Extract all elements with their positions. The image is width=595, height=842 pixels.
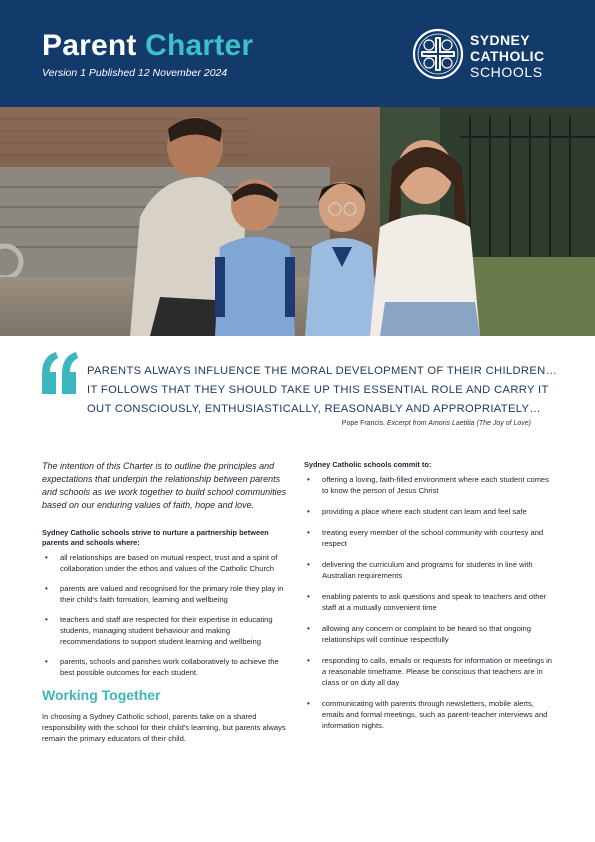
- list-item: • offering a loving, faith-filled environment where each student comes to know the person of Jesus Christ: [307, 475, 549, 495]
- logo-line-schools: SCHOOLS: [470, 64, 543, 80]
- commitments-list: [304, 474, 556, 731]
- working-together-heading: Working Together: [42, 687, 161, 703]
- quote-attribution: [342, 420, 531, 427]
- partnership-list: [42, 552, 287, 678]
- header-banner: [0, 0, 595, 107]
- list-item: • parents are valued and recognised for the primary role they play in their child's faith formation, learning and wellbeing: [45, 584, 284, 604]
- right-column: [304, 460, 556, 741]
- bullet-icon: •: [45, 657, 48, 666]
- bullet-icon: •: [307, 592, 310, 601]
- bullet-icon: •: [45, 615, 48, 624]
- intro-paragraph: The intention of this Charter is to outline the principles and expectations that underpin the relationship between parents and schools as we work together to build school communities based on our enduring values of faith, hope and love.: [42, 461, 287, 510]
- bullet-icon: •: [307, 475, 310, 484]
- quote-author: Pope Francis,: [341, 420, 385, 427]
- list-item: • teachers and staff are respected for their expertise in educating students, managing student behaviour and making recommendations to support student learning and wellbeing: [45, 615, 273, 646]
- pull-quote: [87, 362, 562, 419]
- bullet-icon: •: [45, 584, 48, 593]
- list-item: • parents, schools and parishes work collaboratively to achieve the best possible outcomes for each student.: [45, 657, 279, 677]
- version-text: Version 1 Published 12 November 2024: [42, 67, 228, 79]
- quote-source: Excerpt from Amoris Laetitia (The Joy of Love): [386, 420, 531, 427]
- list-item: • enabling parents to ask questions and speak to teachers and other staff at a mutually convenient time: [307, 592, 547, 612]
- quote-line-3: OUT CONSCIOUSLY, ENTHUSIASTICALLY, REASONABLY AND APPROPRIATELY…: [87, 403, 541, 415]
- bullet-icon: •: [45, 553, 48, 562]
- partnership-subheading: Sydney Catholic schools strive to nurture a partnership between parents and schools where:: [42, 528, 269, 547]
- bullet-icon: •: [307, 656, 310, 665]
- list-item: • all relationships are based on mutual respect, trust and a spirit of collaboration under the ethos and values of the Catholic Church: [45, 553, 278, 573]
- list-item: • responding to calls, emails or requests for information or meetings in a reasonable timeframe. Please be conscious that teachers are in class or on duty all day: [307, 656, 553, 687]
- quote-mark-icon: [40, 348, 80, 394]
- list-item: • communicating with parents through newsletters, mobile alerts, emails and formal meetings, such as parent-teacher interviews and information nights.: [307, 699, 548, 730]
- title-part-parent: Parent: [42, 29, 137, 62]
- bullet-icon: •: [307, 699, 310, 708]
- bullet-icon: •: [307, 560, 310, 569]
- bullet-icon: •: [307, 624, 310, 633]
- bullet-icon: •: [307, 507, 310, 516]
- logo-line-sydney: SYDNEY: [470, 32, 530, 48]
- family-photo: [0, 107, 595, 336]
- logo-line-catholic: CATHOLIC: [470, 48, 545, 64]
- quote-line-2: IT FOLLOWS THAT THEY SHOULD TAKE UP THIS ESSENTIAL ROLE AND CARRY IT: [87, 384, 549, 396]
- list-item: • providing a place where each student can learn and feel safe: [307, 507, 527, 516]
- list-item: • allowing any concern or complaint to be heard so that ongoing relationships will continue respectfully: [307, 624, 531, 644]
- logo-wordmark: [470, 33, 545, 79]
- list-item: • treating every member of the school community with courtesy and respect: [307, 528, 544, 548]
- page-title: [42, 31, 253, 61]
- cross-emblem-icon: [412, 28, 464, 80]
- list-item: • delivering the curriculum and programs for students in line with Australian requirements: [307, 560, 533, 580]
- bullet-icon: •: [307, 528, 310, 537]
- title-part-charter: Charter: [145, 29, 254, 62]
- commitments-subheading: Sydney Catholic schools commit to:: [304, 460, 432, 469]
- quote-line-1: PARENTS ALWAYS INFLUENCE THE MORAL DEVELOPMENT OF THEIR CHILDREN…: [87, 365, 558, 377]
- left-column: [42, 460, 287, 744]
- working-together-paragraph: In choosing a Sydney Catholic school, parents take on a shared responsibility with the school for their child's learning, but parents always remain the primary educators of their child.: [42, 712, 286, 743]
